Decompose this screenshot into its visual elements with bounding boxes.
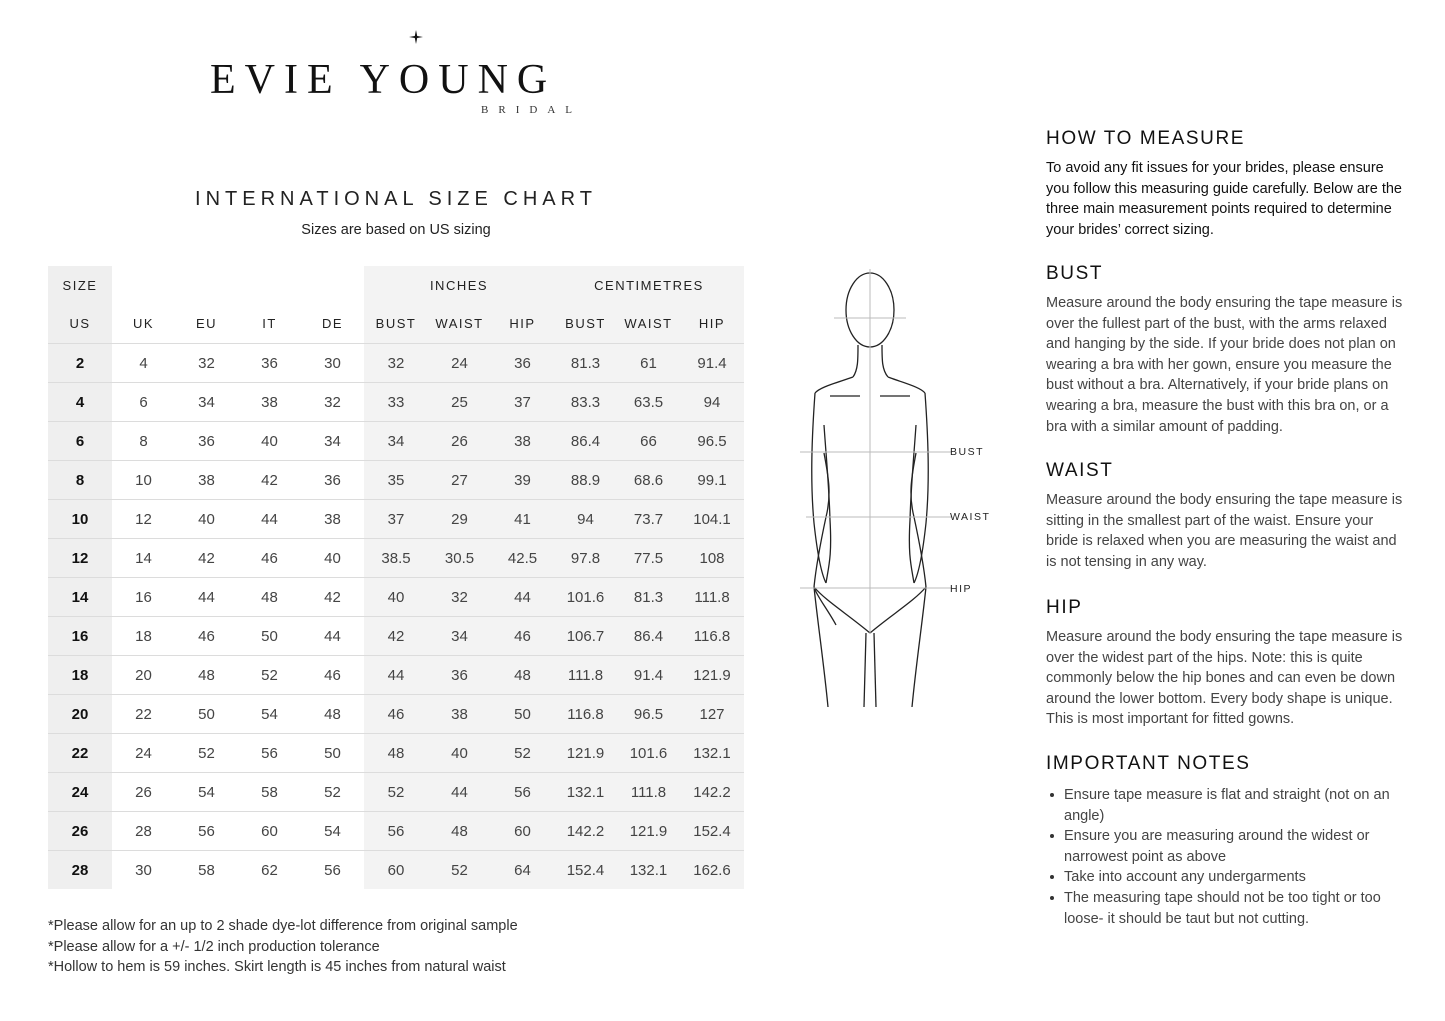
- size-cell: 32: [175, 344, 238, 383]
- size-cell: 46: [301, 656, 364, 695]
- column-header: BUST: [554, 305, 617, 344]
- table-row: [48, 500, 744, 539]
- size-cell: 111.8: [617, 773, 680, 812]
- table-row: [48, 851, 744, 890]
- notes-title: IMPORTANT NOTES: [1046, 753, 1251, 774]
- size-cell: 83.3: [554, 383, 617, 422]
- size-cell: 36: [491, 344, 554, 383]
- size-cell: 18: [112, 617, 175, 656]
- size-cell: 25: [428, 383, 491, 422]
- us-size-cell: 8: [48, 461, 112, 500]
- size-cell: 52: [301, 773, 364, 812]
- size-cell: 22: [112, 695, 175, 734]
- size-cell: 96.5: [680, 422, 744, 461]
- us-size-cell: 16: [48, 617, 112, 656]
- size-cell: 37: [364, 500, 428, 539]
- us-size-cell: 24: [48, 773, 112, 812]
- table-row: [48, 422, 744, 461]
- size-cell: 56: [324, 861, 341, 879]
- size-cell: 66: [617, 422, 680, 461]
- column-header: BUST: [364, 305, 428, 344]
- size-cell: 14: [112, 539, 175, 578]
- centimetres-group-header: CENTIMETRES: [554, 266, 744, 305]
- column-header: US: [48, 305, 112, 344]
- footnote: *Please allow for a +/- 1/2 inch production tolerance: [48, 938, 380, 955]
- size-cell: 38.5: [364, 539, 428, 578]
- hip-section: [1046, 597, 1406, 730]
- size-cell: 99.1: [680, 461, 744, 500]
- size-chart-table: [48, 266, 744, 889]
- size-cell: 12: [112, 500, 175, 539]
- size-cell: 42: [238, 461, 301, 500]
- bust-title: BUST: [1046, 263, 1104, 284]
- size-cell: 20: [112, 656, 175, 695]
- us-size-cell: 14: [48, 578, 112, 617]
- size-cell: 142.2: [554, 812, 617, 851]
- bust-label: BUST: [950, 446, 985, 458]
- waist-text: Measure around the body ensuring the tape measure is sitting in the smallest part of the waist. Ensure your bride is relaxed when you are measuring the waist and is not tensing in any way.: [1046, 492, 1403, 570]
- size-cell: 8: [112, 422, 175, 461]
- note-item: The measuring tape should not be too tight or too loose- it should be taut but not cutting.: [1064, 888, 1406, 929]
- size-group-header: SIZE: [48, 266, 112, 305]
- size-cell: 44: [301, 617, 364, 656]
- size-cell: 6: [112, 383, 175, 422]
- size-cell: 104.1: [680, 500, 744, 539]
- size-cell: 36: [428, 656, 491, 695]
- size-cell: 28: [112, 812, 175, 851]
- hip-text: Measure around the body ensuring the tape measure is over the widest part of the hips. Note: this is quite commonly below the hip bones and can even be down around the lower bottom. Every body shape is unique. This is most important for fitted gowns.: [1046, 629, 1403, 728]
- size-cell: 101.6: [617, 734, 680, 773]
- size-cell: 36: [301, 461, 364, 500]
- size-cell: 40: [175, 500, 238, 539]
- size-cell: 68.6: [617, 461, 680, 500]
- size-cell: 26: [428, 422, 491, 461]
- table-row: [48, 734, 744, 773]
- guide-title: HOW TO MEASURE: [1046, 128, 1246, 149]
- note-item: Take into account any undergarments: [1064, 867, 1406, 888]
- size-cell: 81.3: [554, 344, 617, 383]
- size-cell: 127: [680, 695, 744, 734]
- size-cell: 48: [364, 734, 428, 773]
- group-header-row: [48, 266, 744, 305]
- size-cell: 116.8: [554, 695, 617, 734]
- size-cell: 44: [364, 656, 428, 695]
- size-cell: 108: [680, 539, 744, 578]
- size-cell: 41: [491, 500, 554, 539]
- size-cell: 56: [238, 734, 301, 773]
- us-size-cell: 28: [48, 851, 112, 890]
- size-cell: 42: [301, 578, 364, 617]
- notes-list: [1046, 785, 1406, 929]
- us-size-cell: 18: [48, 656, 112, 695]
- size-cell: 50: [238, 617, 301, 656]
- size-cell: 40: [428, 734, 491, 773]
- size-cell: 44: [175, 578, 238, 617]
- size-cell: 54: [301, 812, 364, 851]
- size-cell: 50: [491, 695, 554, 734]
- column-header: WAIST: [428, 305, 491, 344]
- table-row: [48, 578, 744, 617]
- body-measurement-figure: [796, 265, 996, 715]
- table-row: [48, 773, 744, 812]
- brand-logo: [210, 52, 590, 122]
- size-cell: 48: [238, 578, 301, 617]
- size-cell: 132.1: [617, 851, 680, 890]
- moon-o-icon: O: [399, 56, 438, 104]
- size-cell: 44: [491, 578, 554, 617]
- size-cell: 16: [112, 578, 175, 617]
- size-cell: 58: [238, 773, 301, 812]
- table-row: [48, 539, 744, 578]
- size-cell: 24: [112, 734, 175, 773]
- size-cell: 50: [175, 695, 238, 734]
- size-cell: 152.4: [554, 851, 617, 890]
- size-cell: 54: [175, 773, 238, 812]
- star-icon: [396, 26, 436, 66]
- guide-intro: To avoid any fit issues for your brides, please ensure you follow this measuring guide carefully. Below are the three main measurement points required to determine your brides’ correct sizing.: [1046, 160, 1402, 238]
- size-cell: 29: [428, 500, 491, 539]
- table-row: [48, 812, 744, 851]
- size-cell: 94: [554, 500, 617, 539]
- size-cell: 96.5: [617, 695, 680, 734]
- size-cell: 27: [428, 461, 491, 500]
- size-cell: 44: [428, 773, 491, 812]
- size-cell: 63.5: [617, 383, 680, 422]
- waist-label: WAIST: [950, 511, 991, 523]
- size-cell: 121.9: [554, 734, 617, 773]
- size-cell: 81.3: [617, 578, 680, 617]
- size-cell: 91.4: [680, 344, 744, 383]
- size-cell: 56: [491, 773, 554, 812]
- size-cell: 52: [238, 656, 301, 695]
- brand-subtitle: BRIDAL: [481, 104, 582, 116]
- size-cell: 52: [364, 773, 428, 812]
- footnote: *Please allow for an up to 2 shade dye-lot difference from original sample: [48, 918, 518, 934]
- size-cell: 35: [364, 461, 428, 500]
- size-cell: 38: [491, 422, 554, 461]
- size-cell: 48: [301, 695, 364, 734]
- table-row: [48, 383, 744, 422]
- size-cell: 101.6: [554, 578, 617, 617]
- size-cell: 86.4: [554, 422, 617, 461]
- column-header: HIP: [680, 305, 744, 344]
- us-size-cell: 2: [48, 344, 112, 383]
- size-cell: 48: [175, 656, 238, 695]
- size-cell: 162.6: [680, 851, 744, 890]
- size-cell: 77.5: [617, 539, 680, 578]
- size-cell: 34: [301, 422, 364, 461]
- size-cell: 38: [238, 383, 301, 422]
- size-cell: 33: [364, 383, 428, 422]
- note-item: Ensure you are measuring around the widest or narrowest point as above: [1064, 826, 1406, 867]
- size-cell: 34: [175, 383, 238, 422]
- us-size-cell: 26: [48, 812, 112, 851]
- size-cell: 56: [175, 812, 238, 851]
- size-cell: 121.9: [680, 656, 744, 695]
- size-cell: 10: [112, 461, 175, 500]
- chart-title: INTERNATIONAL SIZE CHART: [195, 188, 597, 210]
- size-cell: 91.4: [617, 656, 680, 695]
- size-cell: 88.9: [554, 461, 617, 500]
- size-cell: 132.1: [554, 773, 617, 812]
- size-cell: 30: [301, 344, 364, 383]
- brand-name: EVIE Y OUNG: [210, 56, 556, 104]
- size-cell: 97.8: [554, 539, 617, 578]
- size-cell: 64: [491, 851, 554, 890]
- size-cell: 40: [301, 539, 364, 578]
- size-cell: 37: [491, 383, 554, 422]
- footnote: *Hollow to hem is 59 inches. Skirt length is 45 inches from natural waist: [48, 959, 506, 975]
- chart-subtitle: Sizes are based on US sizing: [301, 222, 491, 238]
- size-cell: 26: [112, 773, 175, 812]
- size-cell: 42: [175, 539, 238, 578]
- table-row: [48, 461, 744, 500]
- size-cell: 42.5: [491, 539, 554, 578]
- size-cell: 111.8: [680, 578, 744, 617]
- size-cell: 36: [238, 344, 301, 383]
- column-header: UK: [112, 305, 175, 344]
- size-cell: 48: [428, 812, 491, 851]
- size-cell: 30.5: [428, 539, 491, 578]
- bust-section: [1046, 263, 1406, 437]
- column-header-row: [48, 305, 744, 344]
- size-cell: 73.7: [617, 500, 680, 539]
- size-cell: 52: [428, 851, 491, 890]
- bust-text: Measure around the body ensuring the tape measure is over the fullest part of the bust, with the arms relaxed and hanging by the side. If your bride does not plan on wearing a bra with her gown, ensure you measure the bust without a bra. Alternatively, if your bride plans on wearing a bra, measure the bust with this bra on, or a bra with a similar amount of padding.: [1046, 295, 1403, 435]
- column-header: DE: [301, 305, 364, 344]
- size-cell: 40: [364, 578, 428, 617]
- size-cell: 94: [680, 383, 744, 422]
- size-cell: 142.2: [680, 773, 744, 812]
- us-size-cell: 20: [48, 695, 112, 734]
- size-cell: 46: [364, 695, 428, 734]
- size-cell: 50: [301, 734, 364, 773]
- size-cell: 56: [364, 812, 428, 851]
- hip-label: HIP: [950, 583, 973, 595]
- size-cell: 152.4: [680, 812, 744, 851]
- size-cell: 38: [428, 695, 491, 734]
- size-cell: 60: [238, 812, 301, 851]
- size-cell: 44: [238, 500, 301, 539]
- table-row: [48, 656, 744, 695]
- column-header: WAIST: [617, 305, 680, 344]
- notes-section: [1046, 753, 1406, 929]
- note-item: Ensure tape measure is flat and straight (not on an angle): [1064, 785, 1406, 826]
- inches-group-header: INCHES: [364, 266, 554, 305]
- size-cell: 58: [198, 861, 215, 879]
- footnotes: [48, 916, 518, 978]
- size-cell: 32: [301, 383, 364, 422]
- size-cell: 60: [364, 851, 428, 890]
- size-cell: 54: [238, 695, 301, 734]
- size-cell: 121.9: [617, 812, 680, 851]
- size-cell: 38: [175, 461, 238, 500]
- size-cell: 52: [175, 734, 238, 773]
- size-cell: 39: [491, 461, 554, 500]
- size-cell: 111.8: [554, 656, 617, 695]
- size-cell: 48: [491, 656, 554, 695]
- size-cell: 32: [364, 344, 428, 383]
- body-outline-icon: [796, 265, 996, 715]
- size-cell: 116.8: [680, 617, 744, 656]
- size-cell: 32: [428, 578, 491, 617]
- us-size-cell: 4: [48, 383, 112, 422]
- column-header: EU: [175, 305, 238, 344]
- size-cell: 30: [135, 861, 152, 879]
- waist-title: WAIST: [1046, 460, 1114, 481]
- size-cell: 61: [617, 344, 680, 383]
- us-size-cell: 6: [48, 422, 112, 461]
- size-cell: 46: [238, 539, 301, 578]
- us-size-cell: 22: [48, 734, 112, 773]
- table-row: [48, 617, 744, 656]
- size-cell: 86.4: [617, 617, 680, 656]
- hip-title: HIP: [1046, 597, 1083, 618]
- size-cell: 106.7: [554, 617, 617, 656]
- size-cell: 46: [175, 617, 238, 656]
- size-cell: 24: [428, 344, 491, 383]
- us-size-cell: 12: [48, 539, 112, 578]
- size-cell: 52: [491, 734, 554, 773]
- size-cell: 132.1: [680, 734, 744, 773]
- us-size-cell: 10: [48, 500, 112, 539]
- size-cell: 60: [491, 812, 554, 851]
- size-cell: 46: [491, 617, 554, 656]
- size-cell: 34: [428, 617, 491, 656]
- waist-section: [1046, 460, 1406, 572]
- table-row: [48, 695, 744, 734]
- size-cell: 40: [238, 422, 301, 461]
- size-cell: 4: [112, 344, 175, 383]
- size-cell: 62: [261, 861, 278, 879]
- table-row: [48, 344, 744, 383]
- size-cell: 36: [175, 422, 238, 461]
- column-header: IT: [238, 305, 301, 344]
- column-header: HIP: [491, 305, 554, 344]
- size-cell: 34: [364, 422, 428, 461]
- size-cell: 42: [364, 617, 428, 656]
- size-cell: 38: [301, 500, 364, 539]
